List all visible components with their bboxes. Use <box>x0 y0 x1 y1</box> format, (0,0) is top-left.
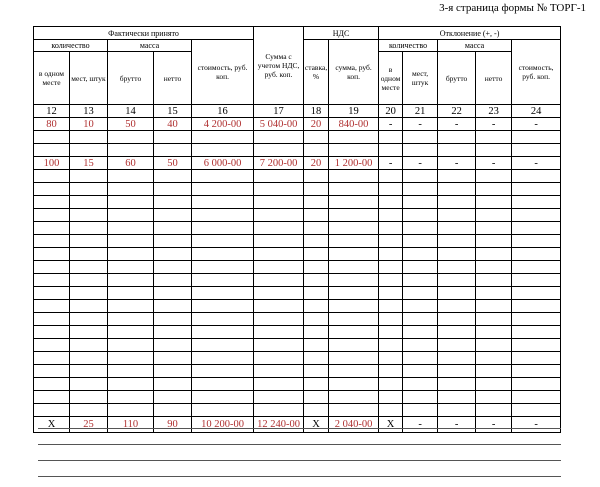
torg1-page3-table <box>33 26 561 433</box>
table-row <box>34 235 561 248</box>
cell: - <box>512 118 561 131</box>
total-cell: X <box>34 417 70 433</box>
qty-header: количество <box>34 40 108 52</box>
cell: 840-00 <box>329 118 379 131</box>
col-14-header: брутто <box>108 52 154 105</box>
table-row <box>34 170 561 183</box>
col-17-header: Сумма с учетом НДС, руб. коп. <box>254 27 304 105</box>
qty2-header: количество <box>379 40 438 52</box>
cell: - <box>379 118 403 131</box>
cell: - <box>438 157 476 170</box>
table-row <box>34 378 561 391</box>
table-row <box>34 274 561 287</box>
group-actual-header: Фактически принято <box>34 27 254 40</box>
total-cell: - <box>438 417 476 433</box>
table-row <box>34 157 561 170</box>
signature-line <box>38 476 561 477</box>
total-cell: 110 <box>108 417 154 433</box>
cell: 50 <box>154 157 192 170</box>
total-cell: - <box>512 417 561 433</box>
table-row <box>34 352 561 365</box>
col-18-header: ставка, % <box>304 40 329 105</box>
col-13-header: мест, штук <box>70 52 108 105</box>
column-number: 15 <box>154 105 192 118</box>
column-number: 12 <box>34 105 70 118</box>
col-16-header: стоимость, руб. коп. <box>192 40 254 105</box>
table-row <box>34 287 561 300</box>
cell: - <box>476 157 512 170</box>
cell: 50 <box>108 118 154 131</box>
group-deviation-header: Отклонение (+, -) <box>379 27 561 40</box>
column-number: 22 <box>438 105 476 118</box>
table-row <box>34 183 561 196</box>
col-20-header: в одном месте <box>379 52 403 105</box>
column-numbers-row <box>34 105 561 118</box>
cell: - <box>438 118 476 131</box>
signature-line <box>38 444 561 445</box>
column-number: 21 <box>403 105 438 118</box>
col-21-header: мест, штук <box>403 52 438 105</box>
cell: - <box>512 157 561 170</box>
col-24-header: стоимость, руб. коп. <box>512 40 561 105</box>
cell: - <box>379 157 403 170</box>
cell: - <box>476 118 512 131</box>
cell: 15 <box>70 157 108 170</box>
cell: 20 <box>304 118 329 131</box>
table-row <box>34 118 561 131</box>
column-number: 16 <box>192 105 254 118</box>
total-cell: X <box>304 417 329 433</box>
total-cell: 12 240-00 <box>254 417 304 433</box>
column-number: 17 <box>254 105 304 118</box>
col-23-header: нетто <box>476 52 512 105</box>
col-12-header: в одном месте <box>34 52 70 105</box>
table-row <box>34 209 561 222</box>
column-number: 20 <box>379 105 403 118</box>
column-number: 13 <box>70 105 108 118</box>
table-row <box>34 261 561 274</box>
group-vat-header: НДС <box>304 27 379 40</box>
table-row <box>34 326 561 339</box>
table-row <box>34 144 561 157</box>
table-row <box>34 196 561 209</box>
total-cell: 2 040-00 <box>329 417 379 433</box>
total-cell: - <box>403 417 438 433</box>
column-number: 19 <box>329 105 379 118</box>
page-header: 3-я страница формы № ТОРГ-1 <box>439 2 586 14</box>
table-row <box>34 339 561 352</box>
cell: - <box>403 157 438 170</box>
table-row <box>34 391 561 404</box>
cell: 10 <box>70 118 108 131</box>
totals-row <box>34 417 561 433</box>
cell: 4 200-00 <box>192 118 254 131</box>
total-cell: 10 200-00 <box>192 417 254 433</box>
column-number: 23 <box>476 105 512 118</box>
cell: 80 <box>34 118 70 131</box>
col-15-header: нетто <box>154 52 192 105</box>
total-cell: 90 <box>154 417 192 433</box>
table-row <box>34 365 561 378</box>
cell: 1 200-00 <box>329 157 379 170</box>
col-22-header: брутто <box>438 52 476 105</box>
cell: 20 <box>304 157 329 170</box>
col-19-header: сумма, руб. коп. <box>329 40 379 105</box>
total-cell: X <box>379 417 403 433</box>
column-number: 18 <box>304 105 329 118</box>
mass2-header: масса <box>438 40 512 52</box>
cell: 6 000-00 <box>192 157 254 170</box>
total-cell: 25 <box>70 417 108 433</box>
cell: 40 <box>154 118 192 131</box>
table-row <box>34 222 561 235</box>
cell: 5 040-00 <box>254 118 304 131</box>
mass-header: масса <box>108 40 192 52</box>
table-row <box>34 300 561 313</box>
column-number: 14 <box>108 105 154 118</box>
table-row <box>34 404 561 417</box>
signature-line <box>38 460 561 461</box>
cell: 7 200-00 <box>254 157 304 170</box>
cell: 100 <box>34 157 70 170</box>
total-cell: - <box>476 417 512 433</box>
table-row <box>34 248 561 261</box>
column-number: 24 <box>512 105 561 118</box>
signature-line <box>38 428 561 429</box>
table-row <box>34 131 561 144</box>
cell: - <box>403 118 438 131</box>
cell: 60 <box>108 157 154 170</box>
table-row <box>34 313 561 326</box>
